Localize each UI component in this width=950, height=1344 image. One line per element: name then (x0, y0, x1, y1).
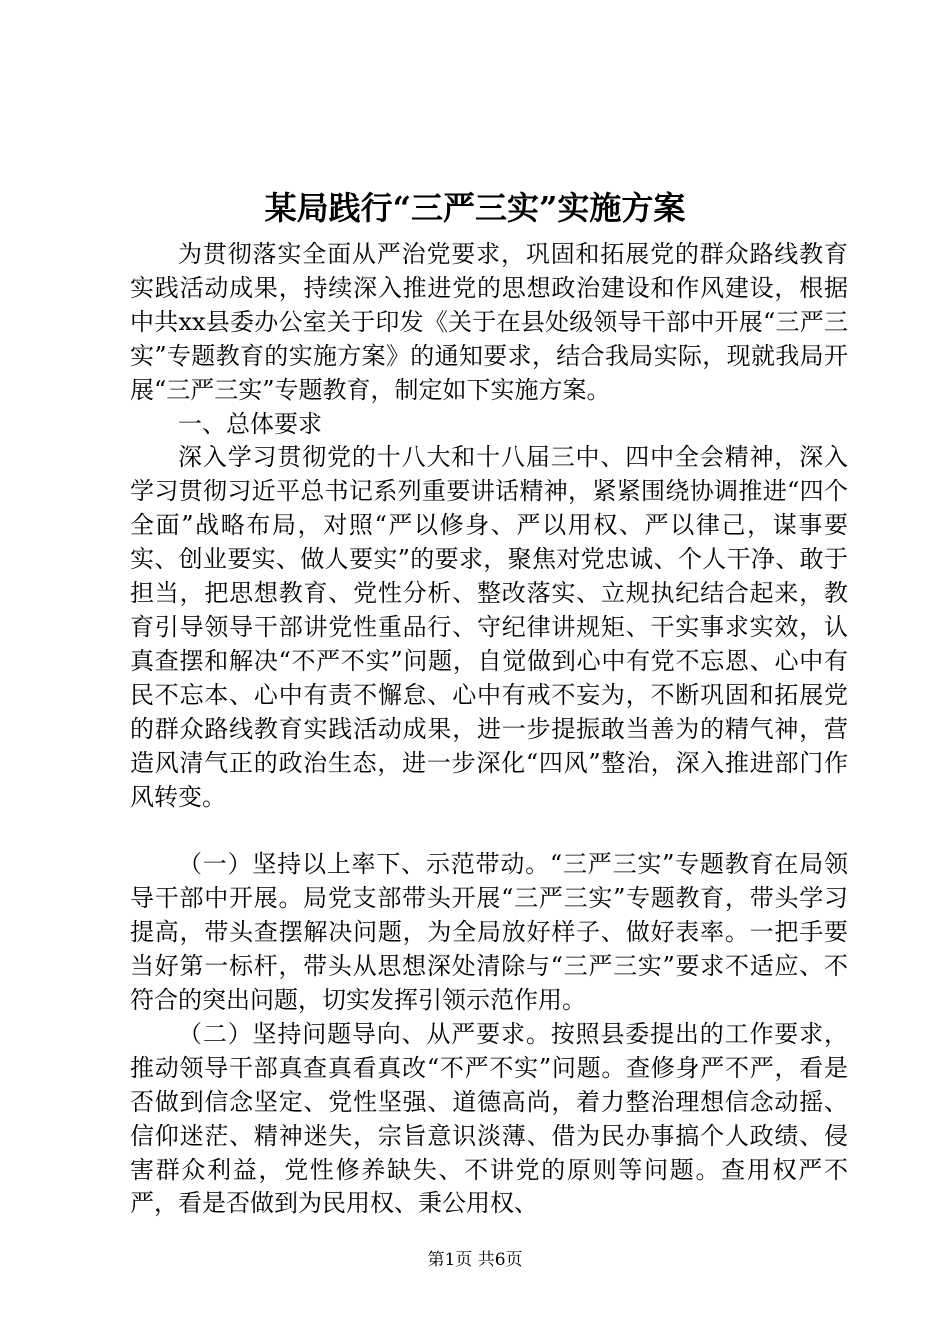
principle-2-paragraph: （二）坚持问题导向、从严要求。按照县委提出的工作要求，推动领导干部真查真看真改“不严不实”问题。查修身严不严，看是否做到信念坚定、党性坚强、道德高尚，着力整治理想信念动摇、信仰迷茫、精神迷失，宗旨意识淡薄、借为民办事搞个人政绩、侵害群众利益，党性修养缺失、不讲党的原则等问题。查用权严不严，看是否做到为民用权、秉公用权、 (130, 1019, 848, 1218)
principle-1-paragraph: （一）坚持以上率下、示范带动。“三严三实”专题教育在局领导干部中开展。局党支部带头开展“三严三实”专题教育，带头学习提高，带头查摆解决问题，为全局放好样子、做好表率。一把手要当好第一标杆，带头从思想深处清除与“三严三实”要求不适应、不符合的突出问题，切实发挥引领示范作用。 (130, 850, 848, 1015)
document-title: 某局践行“三严三实”实施方案 (264, 189, 686, 227)
paragraph-gap (130, 814, 848, 848)
section-heading-general-requirements: 一、总体要求 (178, 409, 322, 438)
intro-paragraph: 为贯彻落实全面从严治党要求，巩固和拓展党的群众路线教育实践活动成果，持续深入推进党的思想政治建设和作风建设，根据中共xx县委办公室关于印发《关于在县处级领导干部中开展“三严三实”专题教育的实施方案》的通知要求，结合我局实际，现就我局开展“三严三实”专题教育，制定如下实施方案。 (130, 240, 848, 404)
page-footer: 第1页 共6页 (427, 1250, 523, 1270)
document-body (130, 238, 848, 1221)
general-requirements-paragraph: 深入学习贯彻党的十八大和十八届三中、四中全会精神，深入学习贯彻习近平总书记系列重要讲话精神，紧紧围绕协调推进“四个全面”战略布局，对照“严以修身、严以用权、严以律己，谋事要实、创业要实、做人要实”的要求，聚焦对党忠诚、个人干净、敢于担当，把思想教育、党性分析、整改落实、立规执纪结合起来，教育引导领导干部讲党性重品行、守纪律讲规矩、干实事求实效，认真查摆和解决“不严不实”问题，自觉做到心中有党不忘恩、心中有民不忘本、心中有责不懈怠、心中有戒不妄为，不断巩固和拓展党的群众路线教育实践活动成果，进一步提振敢当善为的精气神，营造风清气正的政治生态，进一步深化“四风”整治，深入推进部门作风转变。 (130, 443, 848, 811)
